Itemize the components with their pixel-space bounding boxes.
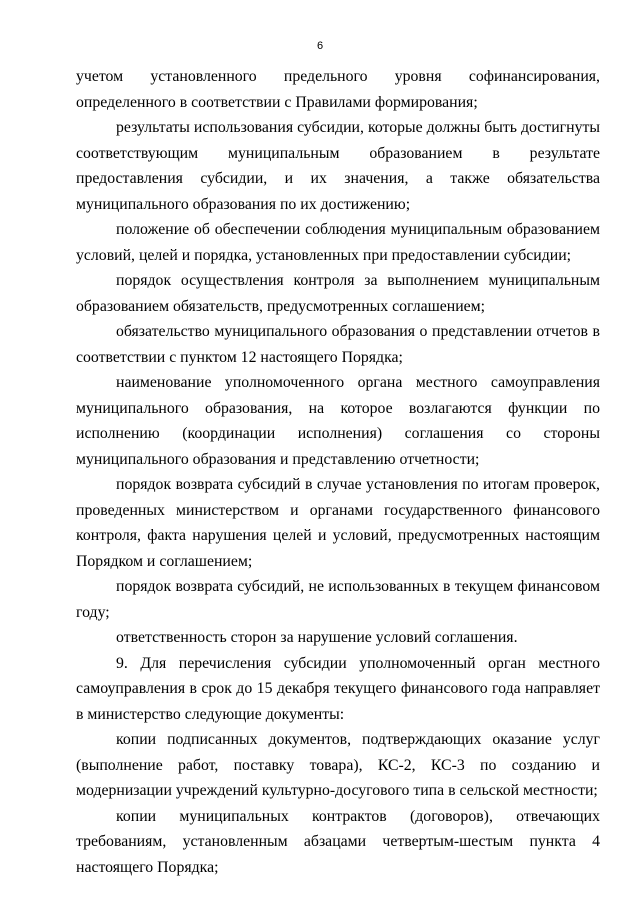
document-body bbox=[76, 64, 600, 880]
page-number: 6 bbox=[316, 40, 324, 52]
paragraph-2: результаты использования субсидии, которые должны быть достигнуты соответствующим муниципальным образованием в результате предоставления субсидии, и их значения, а также обязательства муниципального образования по их достижению; bbox=[76, 119, 600, 213]
paragraph-9: ответственность сторон за нарушение условий соглашения. bbox=[116, 629, 518, 646]
paragraph-11: копии подписанных документов, подтверждающих оказание услуг (выполнение работ, поставку товара), КС-2, КС-3 по созданию и модернизации учреждений культурно-досугового типа в сельской местности; bbox=[76, 731, 600, 799]
paragraph-6: наименование уполномоченного органа местного самоуправления муниципального образования, на которое возлагаются функции по исполнению (координации исполнения) соглашения со стороны муниципального образования и представлению отчетности; bbox=[76, 374, 600, 468]
paragraph-5: обязательство муниципального образования о представлении отчетов в соответствии с пунктом 12 настоящего Порядка; bbox=[76, 323, 600, 366]
paragraph-3: положение об обеспечении соблюдения муниципальным образованием условий, целей и порядка, установленных при предоставлении субсидии; bbox=[76, 221, 600, 264]
paragraph-4: порядок осуществления контроля за выполнением муниципальным образованием обязательств, предусмотренных соглашением; bbox=[76, 272, 600, 315]
paragraph-8: порядок возврата субсидий, не использованных в текущем финансовом году; bbox=[76, 578, 600, 621]
paragraph-12: копии муниципальных контрактов (договоров), отвечающих требованиям, установленным абзацами четвертым-шестым пункта 4 настоящего Порядка; bbox=[76, 807, 600, 876]
paragraph-7: порядок возврата субсидий в случае установления по итогам проверок, проведенных министерством и органами государственного финансового контроля, факта нарушения целей и условий, предусмотренных настоящим Порядком и соглашением; bbox=[76, 476, 600, 570]
paragraph-1: учетом установленного предельного уровня софинансирования, определенного в соответствии с Правилами формирования; bbox=[76, 68, 600, 111]
paragraph-10: 9. Для перечисления субсидии уполномоченный орган местного самоуправления в срок до 15 декабря текущего финансового года направляет в министерство следующие документы: bbox=[76, 654, 600, 723]
